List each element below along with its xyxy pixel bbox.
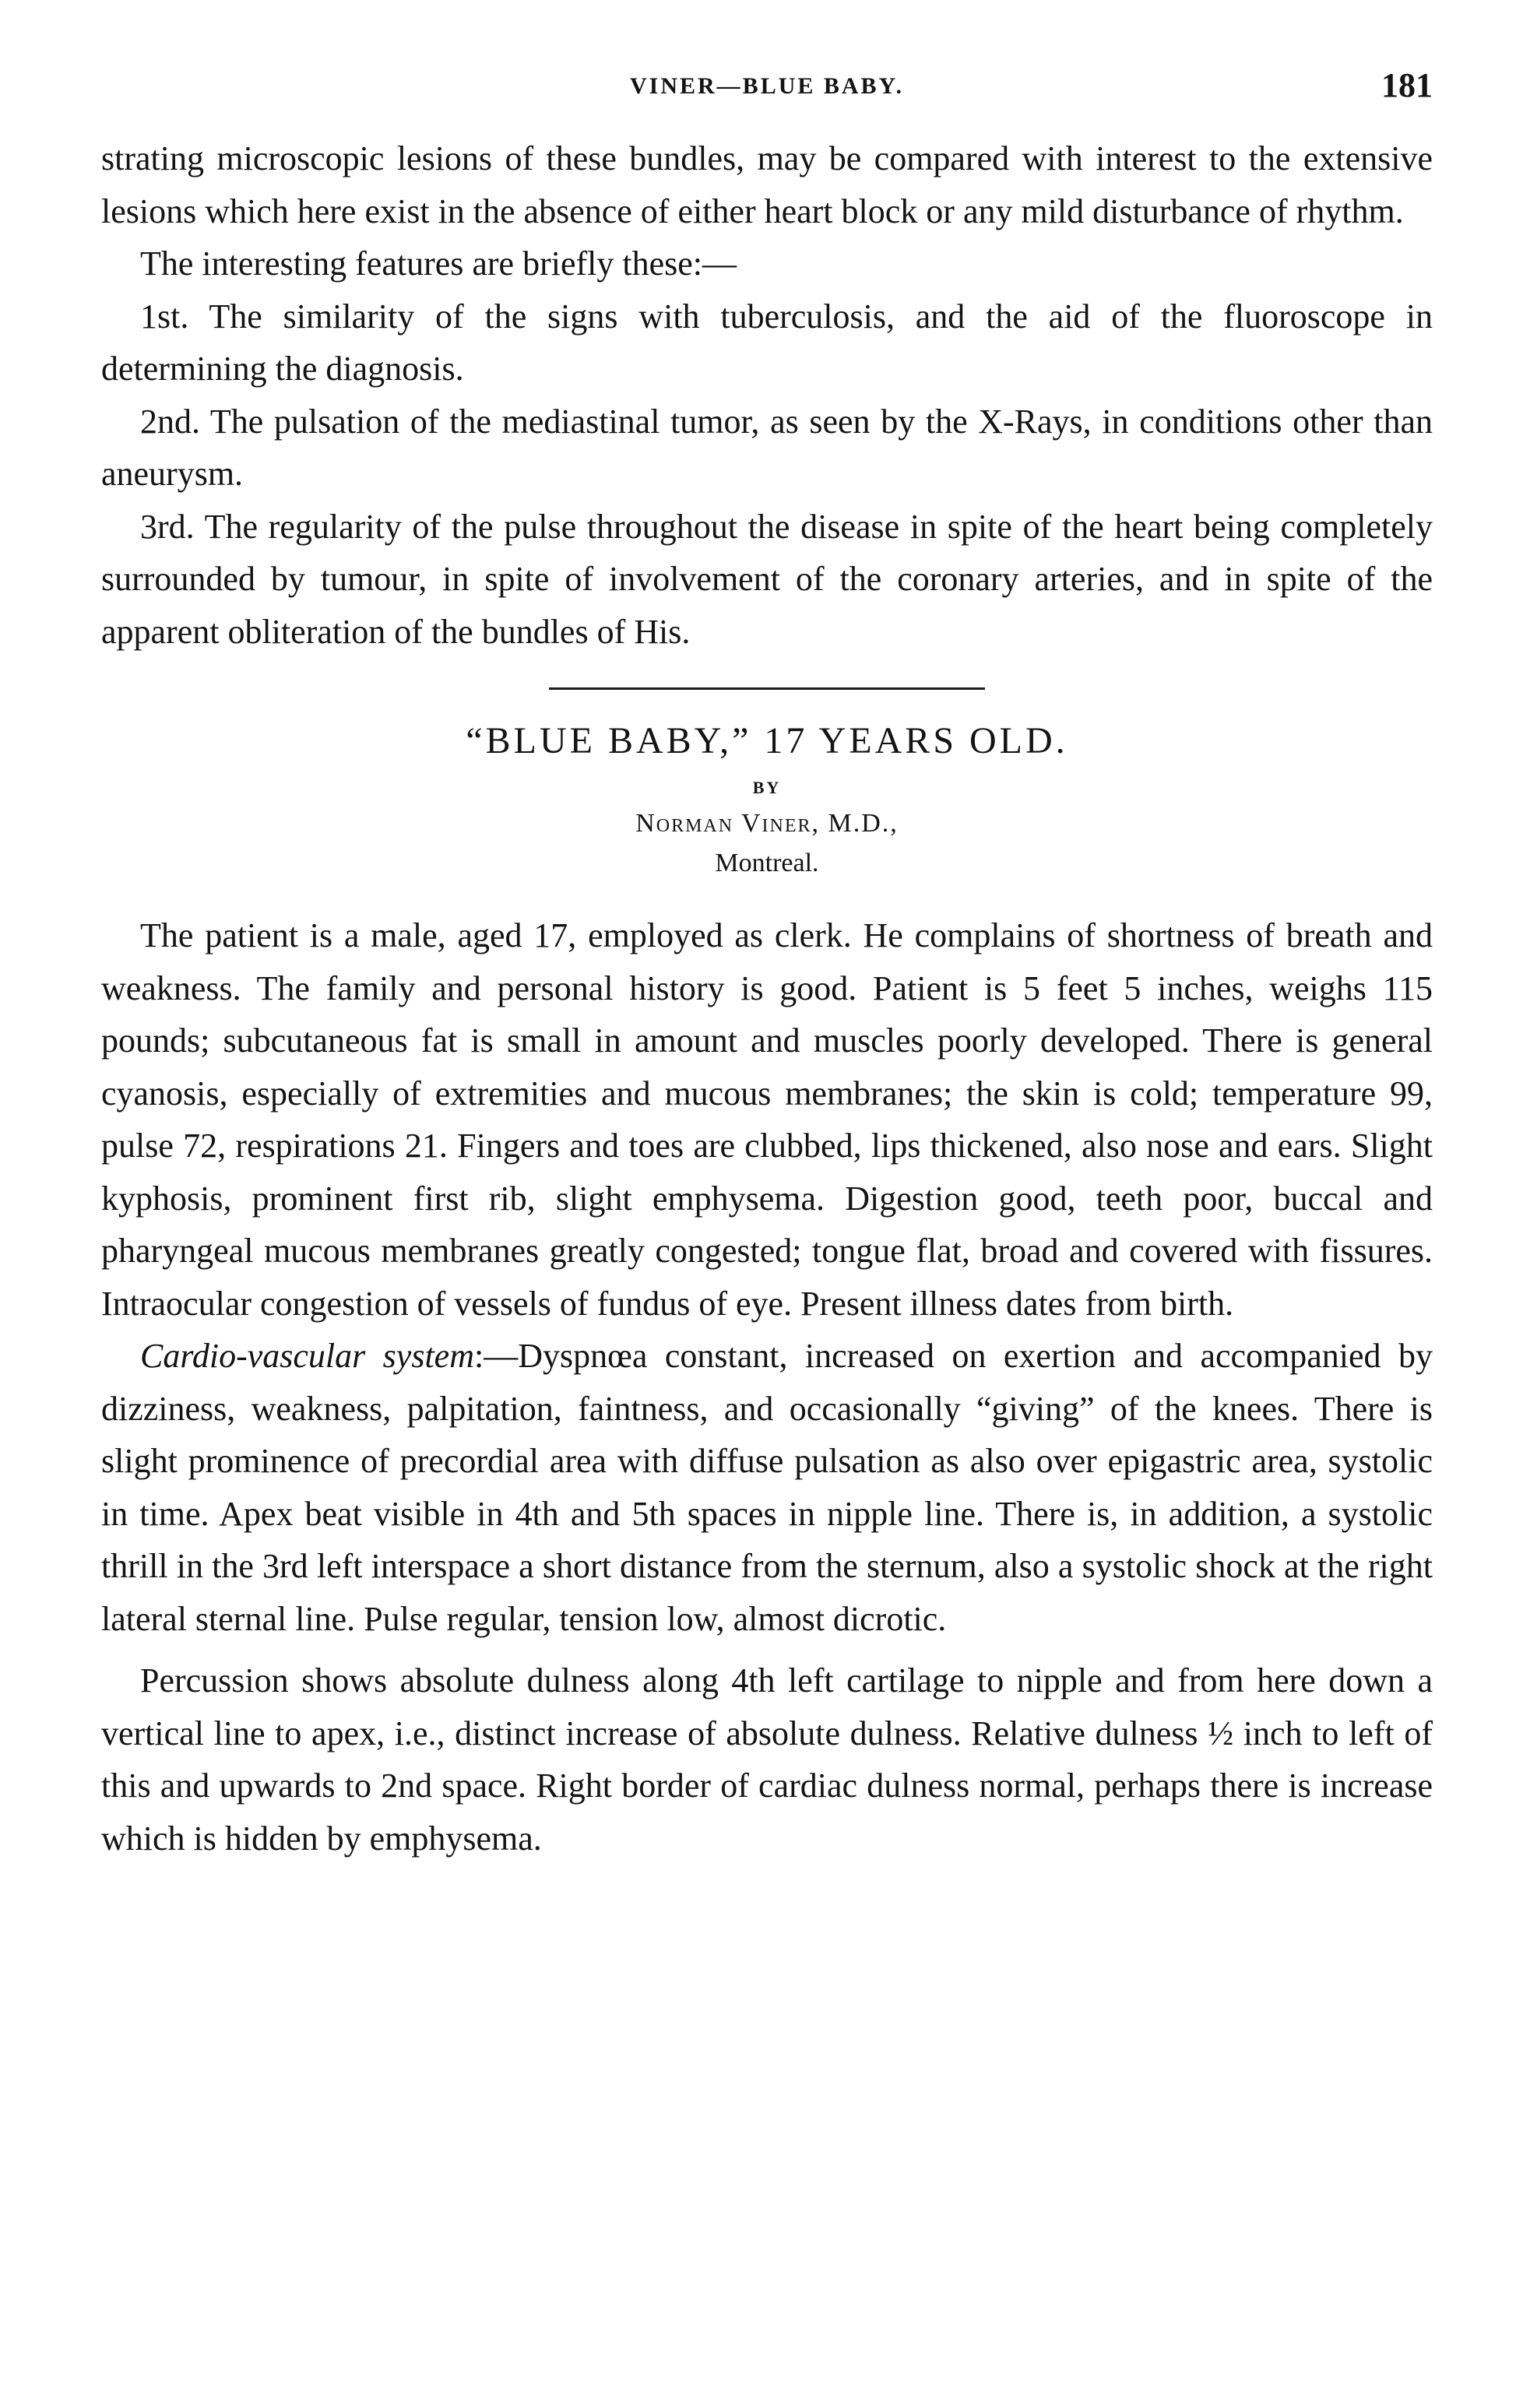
author-name: Norman Viner, M.D., <box>635 809 899 838</box>
history-paragraph: The patient is a male, aged 17, employed as clerk. He complains of shortness of breath and weakness. The family and personal history is good. Patient is 5 feet 5 inches, weighs 115 pounds; subcutaneous fat is small in amount and muscles poorly developed. There is general cyanosis, especially of extremities and mucous membranes; the skin is cold; temperature 99, pulse 72, respirations 21. Fingers and toes are clubbed, lips thickened, also nose and ears. Slight kyphosis, prominent first rib, slight emphysema. Digestion good, teeth poor, buccal and pharyngeal mucous membranes greatly congested; tongue flat, broad and covered with fissures. Intraocular congestion of vessels of fundus of eye. Present illness dates from birth. <box>101 916 1433 1323</box>
continuation-paragraph: strating microscopic lesions of these bundles, may be compared with interest to the extensive lesions which here exist in the absence of either heart block or any mild disturbance of rhythm. <box>101 139 1433 230</box>
cardio-text: :—Dyspnœa constant, increased on exertion and accompanied by dizziness, weakness, palpitation, faintness, and occasionally “giving” of the knees. There is slight prominence of precordial area with diffuse pulsation as also over epigastric area, systolic in time. Apex beat visible in 4th and 5th spaces in nipple line. There is, in addition, a systolic thrill in the 3rd left interspace a short distance from the sternum, also a systolic shock at the right lateral sternal line. Pulse regular, tension low, almost dicrotic. <box>101 1337 1433 1638</box>
cardio-paragraph <box>101 1330 1433 1645</box>
feature-item-3: 3rd. The regularity of the pulse throughout the disease in spite of the heart being completely surrounded by tumour, in spite of involvement of the coronary arteries, and in spite of the apparent obliteration of the bundles of His. <box>101 507 1433 651</box>
page-number: 181 <box>1381 66 1433 104</box>
running-title: VINER—BLUE BABY. <box>630 73 904 99</box>
running-head <box>101 62 1433 132</box>
percussion-paragraph: Percussion shows absolute dulness along 4th left cartilage to nipple and from here down a vertical line to apex, i.e., distinct increase of absolute dulness. Relative dulness ½ inch to left of this and upwards to 2nd space. Right border of cardiac dulness normal, perhaps there is increase which is hidden by emphysema. <box>101 1661 1433 1858</box>
byline-by: BY <box>752 778 782 797</box>
feature-item-2: 2nd. The pulsation of the mediastinal tumor, as seen by the X-Rays, in conditions other than aneurysm. <box>101 402 1433 493</box>
feature-item-1: 1st. The similarity of the signs with tuberculosis, and the aid of the fluoroscope in determining the diagnosis. <box>101 297 1433 388</box>
document-page <box>101 62 1433 1865</box>
author-location: Montreal. <box>715 849 819 877</box>
cardio-label: Cardio-vascular system <box>140 1337 474 1375</box>
features-intro: The interesting features are briefly these:— <box>140 244 737 283</box>
section-divider <box>549 687 985 690</box>
article-title: “BLUE BABY,” 17 YEARS OLD. <box>466 720 1068 761</box>
